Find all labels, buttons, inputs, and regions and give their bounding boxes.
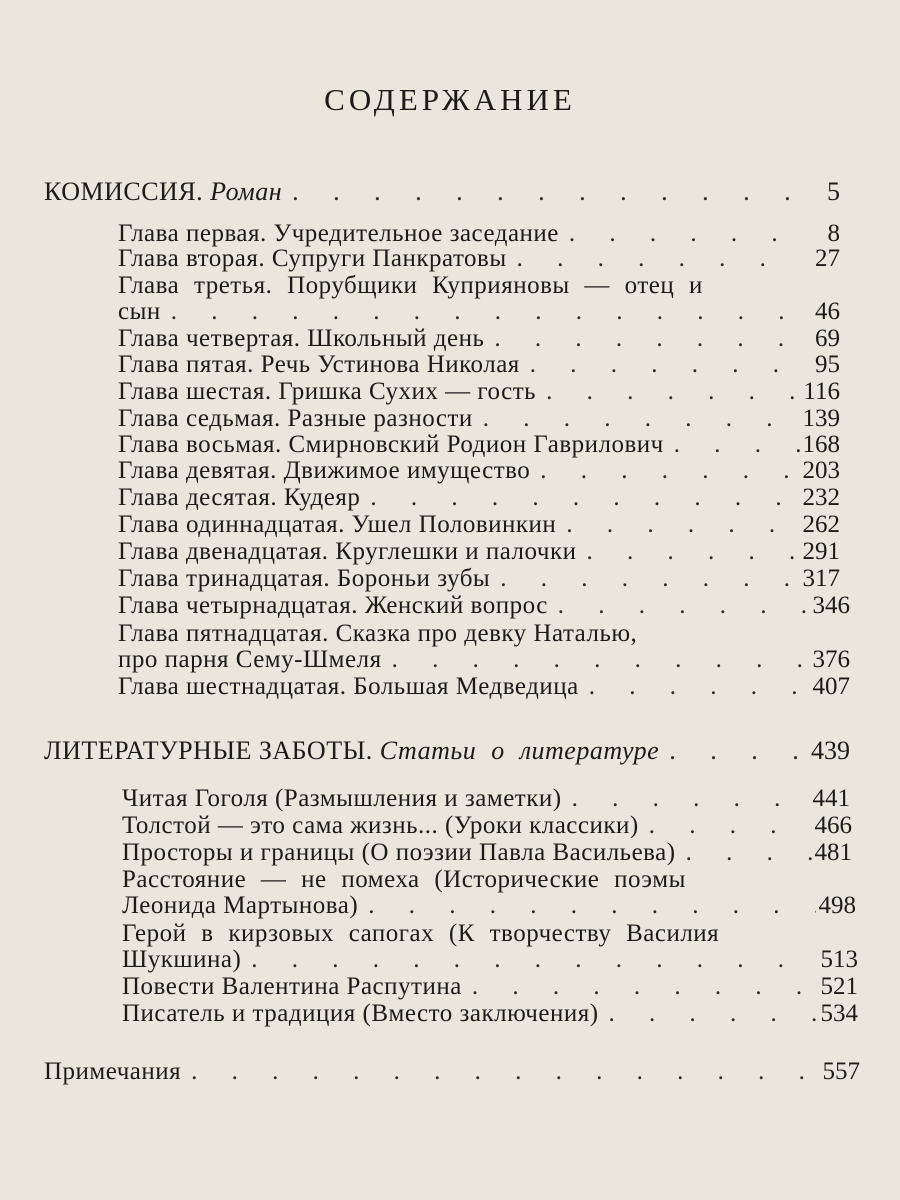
toc-entry [118, 565, 840, 592]
entry-text: про парня Сему-Шмеля [118, 646, 382, 673]
page-number: 317 [802, 565, 840, 592]
toc-entry [118, 457, 840, 484]
toc-entry [122, 920, 822, 947]
leader-dots [639, 812, 812, 839]
page-number: 513 [820, 946, 858, 973]
toc-entry [118, 405, 840, 432]
toc-entry [122, 812, 852, 839]
leader-dots [462, 973, 818, 1000]
page-number: 466 [814, 812, 852, 839]
leader-dots [530, 457, 800, 484]
leader-dots [520, 351, 800, 378]
entry-text: Глава вторая. Супруги Панкратовы [118, 245, 507, 272]
toc-entry [122, 839, 852, 866]
entry-text: Глава пятнадцатая. Сказка про девку Наталью, [118, 620, 638, 647]
entry-text: Глава третья. Порубщики Куприяновы — отец и [118, 272, 703, 299]
entry-text: Примечания [44, 1058, 182, 1085]
page-number: 232 [802, 484, 840, 511]
part-subtitle: Роман [210, 177, 283, 206]
toc-entry [118, 646, 850, 673]
leader-dots [507, 245, 800, 272]
toc-entry [122, 892, 856, 919]
entry-text: Толстой — это сама жизнь... (Уроки классики) [122, 812, 639, 839]
entry-text: Расстояние — не помеха (Исторические поэмы [122, 866, 686, 893]
toc-entry [118, 245, 840, 272]
leader-dots [664, 431, 800, 458]
toc-entry [118, 538, 840, 565]
page-number: 95 [815, 351, 840, 378]
leader-dots [676, 839, 812, 866]
toc-entry [122, 973, 858, 1000]
entry-text: Глава шестая. Гришка Сухих — гость [118, 378, 537, 405]
entry-text: Глава пятая. Речь Устинова Николая [118, 351, 520, 378]
page-title: СОДЕРЖАНИЕ [324, 82, 576, 117]
leader-dots [181, 1058, 820, 1085]
entry-text: сын [118, 298, 161, 325]
leader-dots [556, 511, 800, 538]
toc-entry [118, 272, 778, 299]
page-number: 168 [802, 431, 840, 458]
entry-text: Шукшина) [122, 946, 242, 973]
page-number: 27 [815, 245, 840, 272]
leader-dots [579, 673, 810, 700]
page-number: 557 [822, 1058, 860, 1085]
page-number: 439 [811, 736, 850, 765]
page-number: 498 [818, 892, 856, 919]
toc-entry [118, 431, 840, 458]
toc-entry [122, 785, 850, 812]
entry-text: Просторы и границы (О поэзии Павла Васильева) [122, 839, 676, 866]
leader-dots [576, 538, 800, 565]
leader-dots [360, 484, 800, 511]
page-number: 521 [820, 973, 858, 1000]
entry-text: Глава девятая. Движимое имущество [118, 457, 531, 484]
toc-entry [118, 378, 840, 405]
leader-dots [241, 946, 818, 973]
page-number: 5 [827, 177, 840, 206]
toc-entry [118, 220, 840, 247]
toc-entry [118, 673, 850, 700]
page-number: 481 [814, 839, 852, 866]
page-number: 8 [827, 220, 840, 247]
entry-text: Глава восьмая. Смирновский Родион Гаврилович [118, 431, 664, 458]
page-number: 46 [815, 298, 840, 325]
entry-text: Глава четвертая. Школьный день [118, 325, 485, 352]
leader-dots [161, 298, 800, 325]
page-number: 203 [802, 457, 840, 484]
entry-text: Читая Гоголя (Размышления и заметки) [122, 785, 562, 812]
page-number: 441 [812, 785, 850, 812]
leader-dots [358, 892, 816, 919]
toc-entry [118, 325, 840, 352]
toc-entry [122, 946, 858, 973]
leader-dots [562, 785, 810, 812]
leader-dots [382, 646, 810, 673]
entry-text: Глава двенадцатая. Круглешки и палочки [118, 538, 577, 565]
page-number: 291 [802, 538, 840, 565]
page-number: 262 [802, 511, 840, 538]
toc-entry [118, 592, 850, 619]
leader-dots [473, 405, 800, 432]
toc-entry [118, 484, 840, 511]
entry-text: Глава десятая. Кудеяр [118, 484, 361, 511]
entry-text: Глава четырнадцатая. Женский вопрос [118, 592, 548, 619]
toc-entry [122, 866, 812, 893]
page-number: 407 [812, 673, 850, 700]
entry-text: Герой в кирзовых сапогах (К творчеству Василия [122, 920, 720, 947]
toc-entry [118, 620, 798, 647]
leader-dots [536, 378, 800, 405]
toc-entry [118, 298, 840, 325]
toc-entry [122, 1000, 858, 1027]
entry-text: Глава шестнадцатая. Большая Медведица [118, 673, 579, 700]
entry-text: Повести Валентина Распутина [122, 973, 462, 1000]
entry-text: Глава тринадцатая. Бороньи зубы [118, 565, 491, 592]
leader-dots [282, 178, 800, 205]
toc-entry-notes [44, 1058, 860, 1085]
leader-dots [484, 325, 800, 352]
entry-text: Глава одиннадцатая. Ушел Половинкин [118, 511, 557, 538]
entry-text: Писатель и традиция (Вместо заключения) [122, 1000, 599, 1027]
page-number: 139 [802, 405, 840, 432]
leader-dots [659, 737, 810, 764]
leader-dots [559, 220, 800, 247]
toc-entry [118, 511, 840, 538]
page-number: 346 [812, 592, 850, 619]
page-number: 116 [803, 378, 840, 405]
leader-dots [599, 1000, 818, 1027]
leader-dots [490, 565, 800, 592]
part-heading-komissiya [44, 178, 840, 205]
part-subtitle: Статьи о литературе [379, 736, 660, 765]
part-name: КОМИССИЯ. [44, 177, 204, 206]
toc-entry [118, 351, 840, 378]
part-name: ЛИТЕРАТУРНЫЕ ЗАБОТЫ. [44, 736, 373, 765]
entry-text: Глава первая. Учредительное заседание [118, 220, 559, 247]
entry-text: Глава седьмая. Разные разности [118, 405, 473, 432]
page-number: 376 [812, 646, 850, 673]
page-number: 69 [815, 325, 840, 352]
part-heading-literaturnye-zaboty [44, 737, 850, 764]
entry-text: Леонида Мартынова) [122, 892, 359, 919]
page-number: 534 [820, 1000, 858, 1027]
leader-dots [548, 592, 810, 619]
